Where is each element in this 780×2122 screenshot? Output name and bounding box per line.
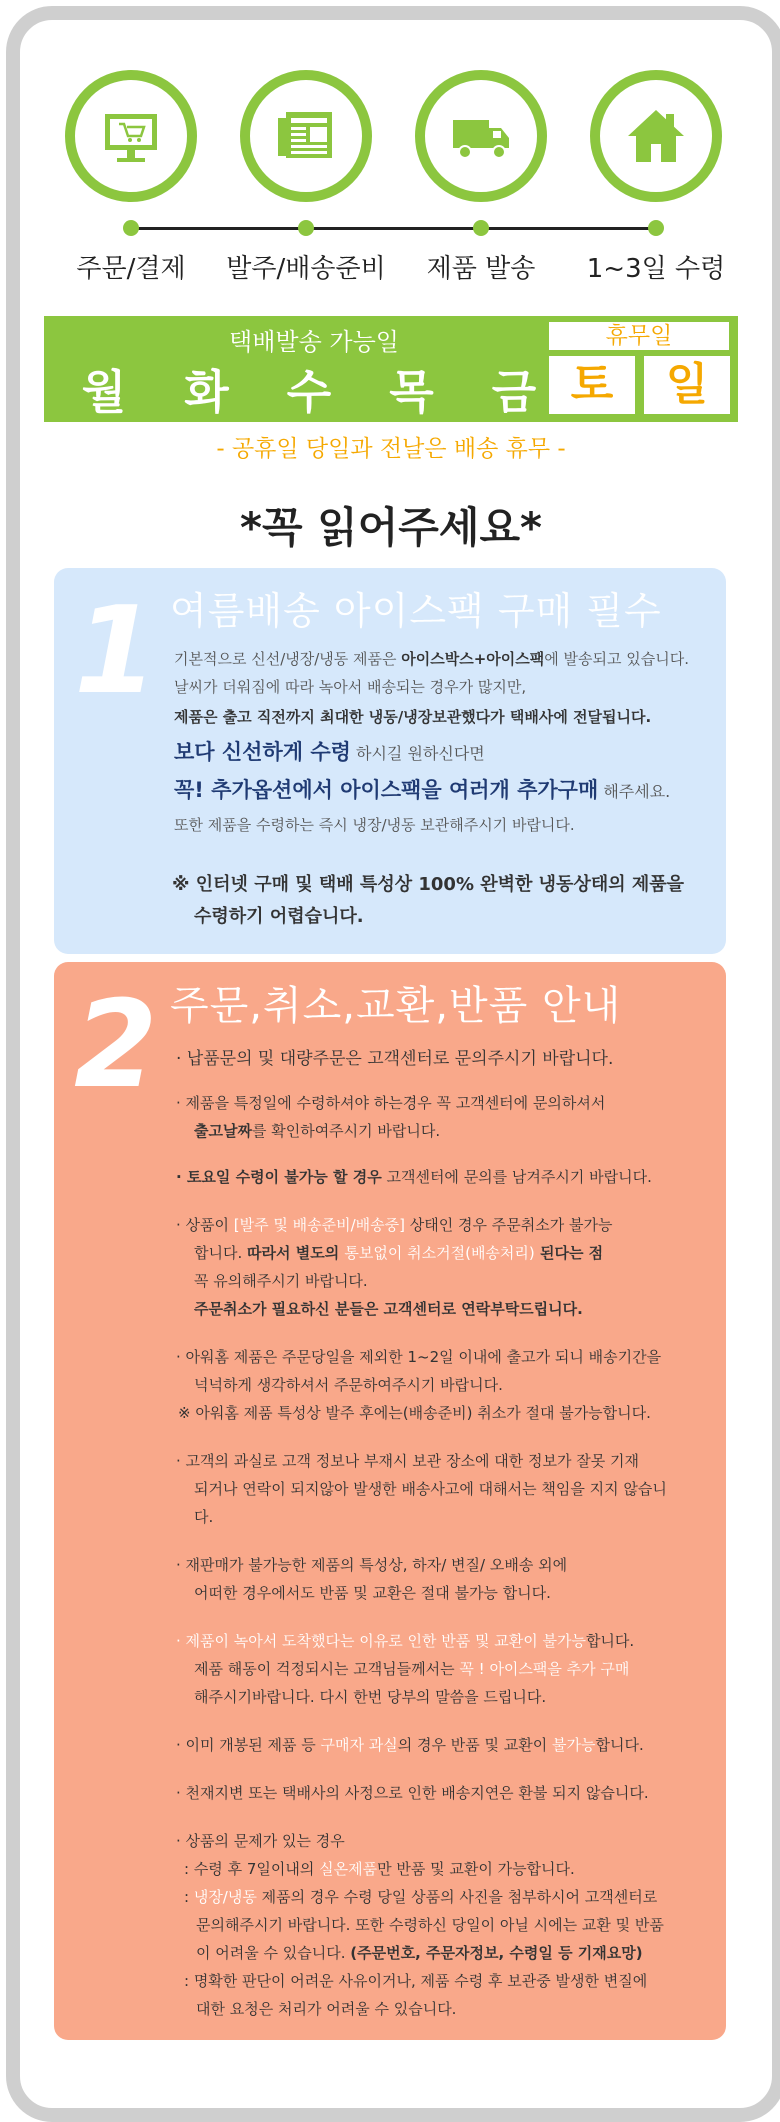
text-line: · 아워홈 제품은 주문당일을 제외한 1~2일 이내에 출고가 되니 배송기간을 (176, 1348, 662, 1366)
text-line: 제품은 출고 직전까지 최대한 냉동/냉장보관했다가 택배사에 전달됩니다. (174, 708, 652, 726)
text-line: 되거나 연락이 되지않아 발생한 배송사고에 대해서는 책임을 지지 않습니 (194, 1480, 667, 1498)
shipping-day: 수 (286, 365, 332, 419)
step-label: 발주/배송준비 (226, 254, 386, 284)
text-line: : 수령 후 7일이내의 실온제품만 반품 및 교환이 가능합니다. (184, 1860, 575, 1878)
section-title: 주문,취소,교환,반품 안내 (170, 983, 622, 1029)
shipping-day: 월 (81, 365, 127, 419)
text-line: ※ 아워홈 제품 특성상 발주 후에는(배송준비) 취소가 절대 불가능합니다. (178, 1404, 651, 1422)
text-line: 다. (194, 1508, 214, 1526)
section-order-policy (54, 962, 726, 2040)
holiday-label: 휴무일 (549, 322, 729, 350)
text-line: 이 어려울 수 있습니다. (주문번호, 주문자정보, 수령일 등 기재요망) (196, 1944, 643, 1962)
step-label: 주문/결제 (76, 254, 186, 284)
shipping-days-banner (44, 316, 738, 422)
text-line: · 상품이 [발주 및 배송준비/배송중] 상태인 경우 주문취소가 불가능 (176, 1216, 613, 1234)
holiday-day: 토 (549, 356, 635, 414)
text-line: 합니다. 따라서 별도의 통보없이 취소거절(배송처리) 된다는 점 (194, 1244, 604, 1262)
text-line: · 상품의 문제가 있는 경우 (176, 1832, 345, 1850)
text-line: 꼭 유의해주시기 바랍니다. (194, 1272, 368, 1290)
timeline-dot (473, 220, 489, 236)
text-line: 어떠한 경우에서도 반품 및 교환은 절대 불가능 합니다. (194, 1584, 551, 1602)
holiday-day: 일 (644, 356, 730, 414)
step-circle-ship (415, 70, 547, 202)
section-ice-pack (54, 568, 726, 954)
text-line: 제품 해동이 걱정되시는 고객님들께서는 꼭 ! 아이스팩을 추가 구매 (194, 1660, 630, 1678)
text-line: 보다 신선하게 수령 하시길 원하신다면 (174, 740, 485, 764)
newspaper-icon (276, 106, 336, 166)
text-line: · 납품문의 및 대량주문은 고객센터로 문의주시기 바랍니다. (176, 1049, 614, 1069)
text-line: 주문취소가 필요하신 분들은 고객센터로 연락부탁드립니다. (194, 1300, 583, 1318)
text-line: : 명확한 판단이 어려운 사유이거나, 제품 수령 후 보관중 발생한 변질에 (184, 1972, 648, 1990)
holiday-note: - 공휴일 당일과 전날은 배송 휴무 - (216, 436, 566, 462)
text-line: · 재판매가 불가능한 제품의 특성상, 하자/ 변질/ 오배송 외에 (176, 1556, 568, 1574)
text-line: · 이미 개봉된 제품 등 구매자 과실의 경우 반품 및 교환이 불가능합니다. (176, 1736, 644, 1754)
timeline-dot (648, 220, 664, 236)
text-line: · 제품이 녹아서 도착했다는 이유로 인한 반품 및 교환이 불가능합니다. (176, 1632, 635, 1650)
text-line: 넉넉하게 생각하셔서 주문하여주시기 바랍니다. (194, 1376, 503, 1394)
order-steps (45, 50, 726, 284)
text-line: 출고날짜를 확인하여주시기 바랍니다. (194, 1122, 441, 1140)
page-title: *꼭 읽어주세요* (240, 503, 542, 552)
text-line: 기본적으로 신선/냉장/냉동 제품은 아이스박스+아이스팩에 발송되고 있습니다. (174, 650, 689, 668)
house-icon (626, 106, 686, 166)
step-circle-prepare (240, 70, 372, 202)
shipping-day-list (64, 356, 554, 422)
step-label: 1~3일 수령 (586, 254, 726, 284)
step-label: 제품 발송 (426, 254, 536, 284)
shipping-available-label: 택배발송 가능일 (229, 328, 399, 356)
text-line: 문의해주시기 바랍니다. 또한 수령하신 당일이 아닐 시에는 교환 및 반품 (196, 1916, 664, 1934)
step-circle-order (65, 70, 197, 202)
cart-monitor-icon (101, 106, 161, 166)
text-line: : 냉장/냉동 제품의 경우 수령 당일 상품의 사진을 첨부하시어 고객센터로 (184, 1888, 658, 1906)
warning-line: ※ 인터넷 구매 및 택배 특성상 100% 완벽한 냉동상태의 제품을 (172, 874, 685, 895)
section-number: 1 (74, 582, 158, 721)
text-line: 날씨가 더워짐에 따라 녹아서 배송되는 경우가 많지만, (174, 678, 527, 696)
step-circle-receive (590, 70, 722, 202)
warning-line: 수령하기 어렵습니다. (194, 906, 364, 927)
truck-icon (451, 106, 511, 166)
timeline-dot (298, 220, 314, 236)
timeline-line (126, 227, 656, 230)
text-line: · 토요일 수령이 불가능 할 경우 고객센터에 문의를 남겨주시기 바랍니다. (176, 1168, 652, 1186)
shipping-day: 화 (184, 365, 229, 419)
text-line: 해주시기바랍니다. 다시 한번 당부의 말씀을 드립니다. (194, 1688, 547, 1706)
timeline-dot (123, 220, 139, 236)
text-line: · 천재지변 또는 택배사의 사정으로 인한 배송지연은 환불 되지 않습니다. (176, 1784, 649, 1802)
section-title: 여름배송 아이스팩 구매 필수 (170, 589, 662, 633)
text-line: 또한 제품을 수령하는 즉시 냉장/냉동 보관해주시기 바랍니다. (174, 816, 575, 834)
shipping-day: 목 (389, 365, 434, 419)
section-number: 2 (74, 976, 158, 1115)
text-line: 꼭! 추가옵션에서 아이스팩을 여러개 추가구매 해주세요. (174, 778, 671, 802)
text-line: · 고객의 과실로 고객 정보나 부재시 보관 장소에 대한 정보가 잘못 기재 (176, 1452, 639, 1470)
text-line: 대한 요청은 처리가 어려울 수 있습니다. (196, 2000, 457, 2018)
text-line: · 제품을 특정일에 수령하셔야 하는경우 꼭 고객센터에 문의하셔서 (176, 1094, 606, 1112)
shipping-day: 금 (491, 365, 537, 419)
